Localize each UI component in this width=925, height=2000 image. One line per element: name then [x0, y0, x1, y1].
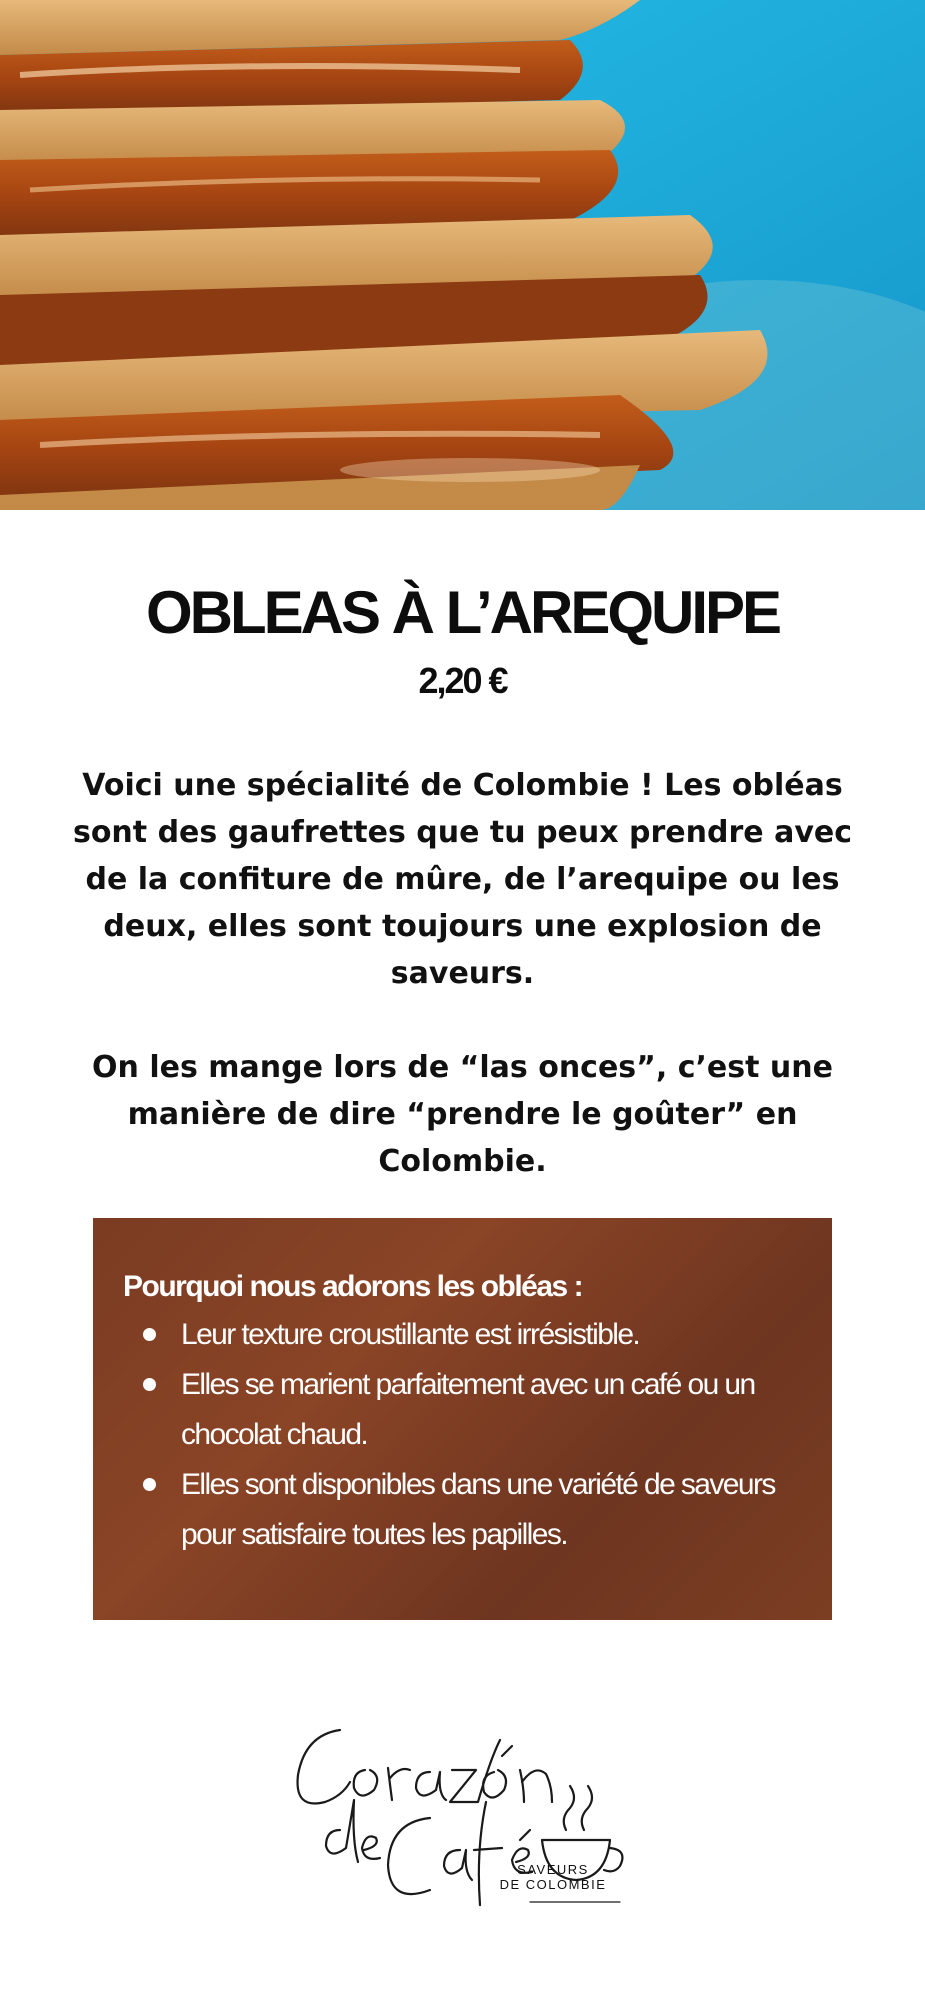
- brand-logo: [280, 1690, 645, 1920]
- list-item: [123, 1310, 802, 1360]
- tagline-line: SAVEURS: [517, 1862, 589, 1877]
- list-item-text: Elles se marient parfaitement avec un café ou un chocolat chaud.: [181, 1368, 755, 1451]
- reasons-title: Pourquoi nous adorons les obléas :: [123, 1270, 583, 1303]
- product-price: 2,20 €: [418, 660, 507, 701]
- description-paragraph: On les mange lors de “las onces”, c’est une manière de dire “prendre le goûter” en Colombie.: [92, 1050, 833, 1179]
- list-item: [123, 1460, 802, 1560]
- reasons-list: [123, 1310, 802, 1560]
- list-item: [123, 1360, 802, 1460]
- hero-photo: [0, 0, 925, 510]
- list-item-text: Leur texture croustillante est irrésistible.: [181, 1318, 640, 1351]
- product-title: OBLEAS À L’AREQUIPE: [145, 579, 780, 646]
- logo-tagline: [498, 1862, 608, 1892]
- tagline-line: DE COLOMBIE: [499, 1877, 607, 1892]
- bullet-icon: [143, 1328, 156, 1341]
- list-item-text: Elles sont disponibles dans une variété de saveurs pour satisfaire toutes les papilles.: [181, 1468, 775, 1551]
- description-paragraph: Voici une spécialité de Colombie ! Les obléas sont des gaufrettes que tu peux prendre avec de la confiture de mûre, de l’arequipe ou les deux, elles sont toujours une explosion de saveurs.: [72, 768, 853, 991]
- bullet-icon: [143, 1478, 156, 1491]
- bullet-icon: [143, 1378, 156, 1391]
- product-description: [70, 762, 855, 1185]
- reasons-panel: [93, 1218, 832, 1620]
